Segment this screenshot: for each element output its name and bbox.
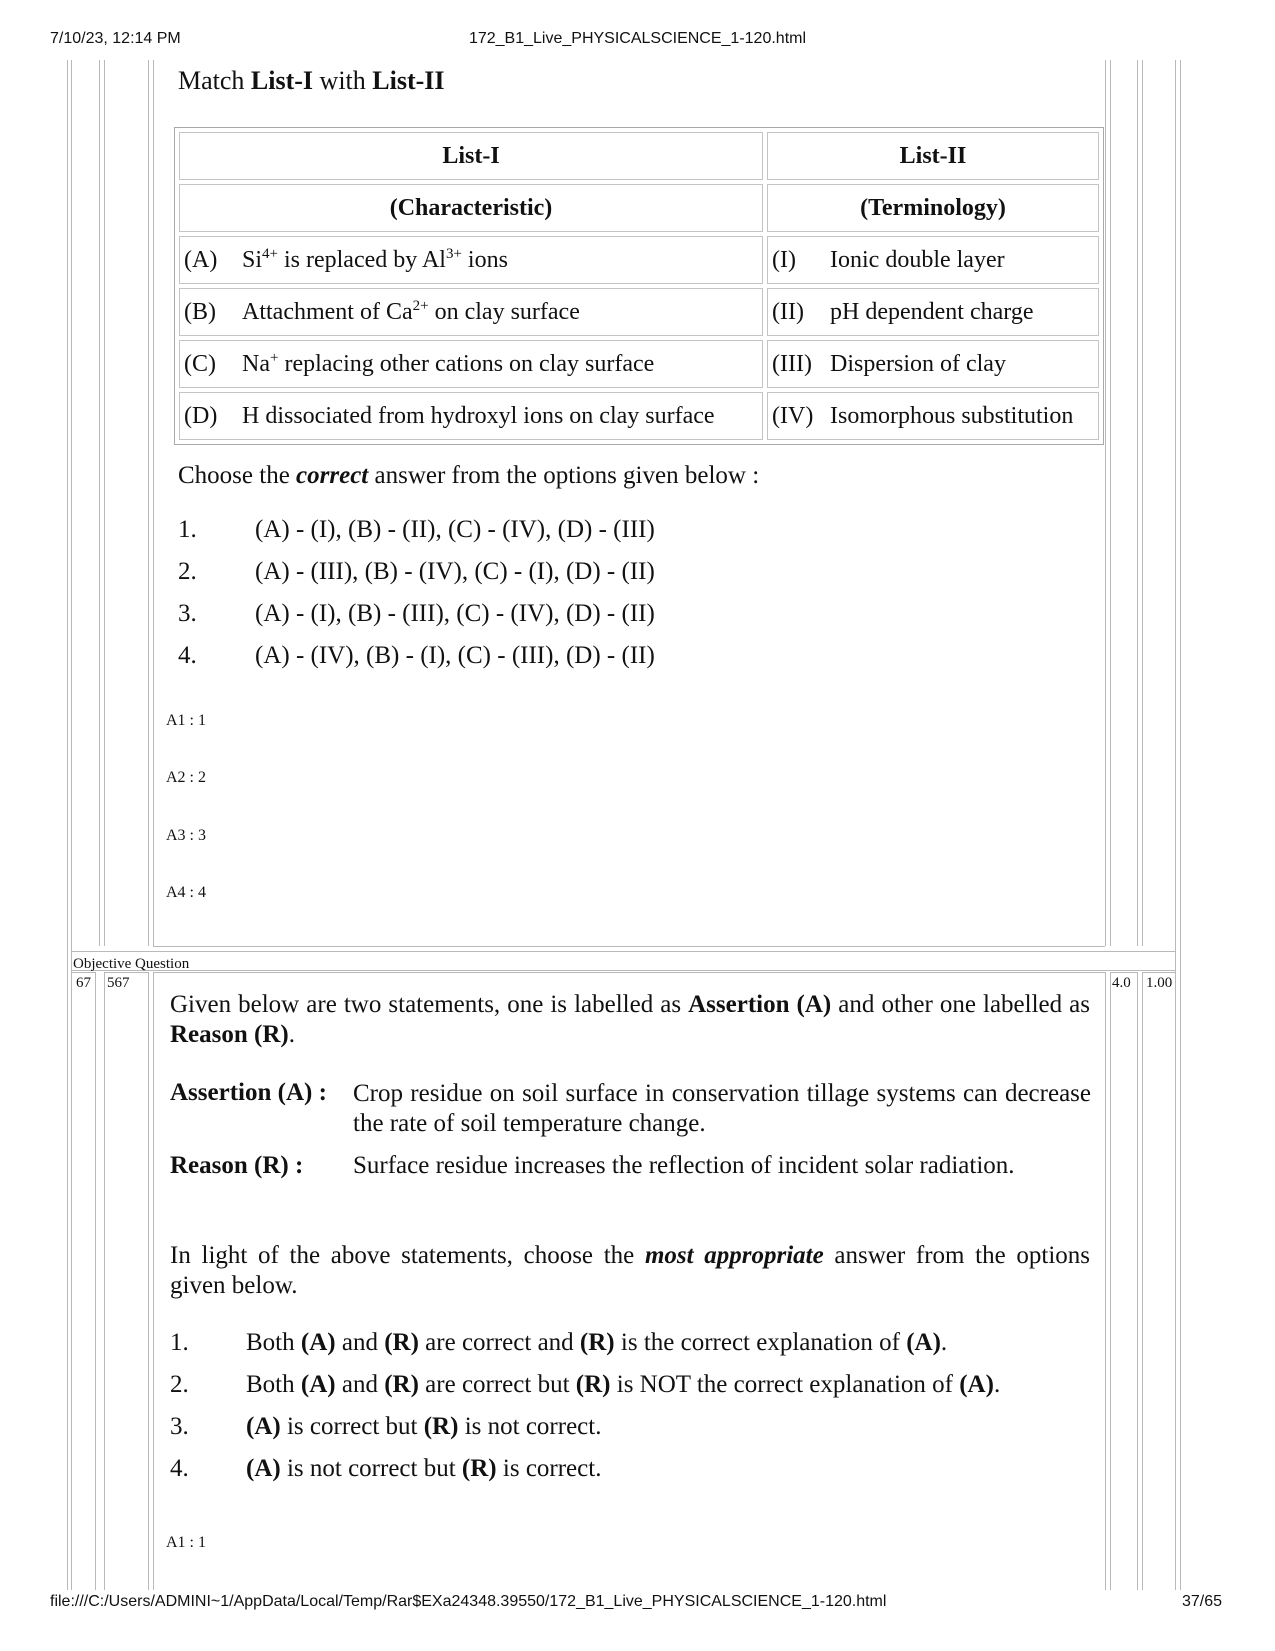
- table-row: [179, 392, 1099, 440]
- list2-cell: (III) Dispersion of clay: [767, 340, 1099, 388]
- options-list: 1. Both (A) and (R) are correct and (R) is the correct explanation of (A). 2. Both (A) and (R) are correct but (R) is NOT the correct explanation of (A). 3. (A) is correct but (R) is not correct. 4. (A) is not correct but (R) is correct.: [170, 1329, 1001, 1482]
- answer-label: A4 : 4: [166, 884, 206, 901]
- question-intro: Given below are two statements, one is labelled as Assertion (A) and other one labelled as Reason (R).: [170, 991, 1091, 1048]
- list2-cell: (I) Ionic double layer: [767, 236, 1099, 284]
- print-datetime: 7/10/23, 12:14 PM: [50, 30, 181, 47]
- print-page-number: 37/65: [1181, 1593, 1222, 1610]
- question-type-label: Objective Question: [73, 956, 190, 972]
- list1-header: List-I: [179, 132, 763, 180]
- reason-text: Surface residue increases the reflection of incident solar radiation.: [353, 1152, 1015, 1179]
- list2-header: List-II: [767, 132, 1099, 180]
- print-title: 172_B1_Live_PHYSICALSCIENCE_1-120.html: [468, 30, 807, 47]
- print-footer: [0, 1593, 1275, 1615]
- answer-label: A1 : 1: [166, 712, 206, 729]
- question-serial: 67: [76, 975, 91, 991]
- question-negative-marks: 1.00: [1146, 975, 1173, 991]
- list2-cell: (II) pH dependent charge: [767, 288, 1099, 336]
- answer-label: A2 : 2: [166, 769, 206, 786]
- table-row: [179, 288, 1099, 336]
- print-file-path: file:///C:/Users/ADMINI~1/AppData/Local/Temp/Rar$EXa24348.39550/172_B1_Live_PHYSICALSCIENCE_1-120.html: [50, 1593, 887, 1610]
- list1-cell: (B) Attachment of $Ca^{2+}$ on clay surface: [179, 288, 763, 336]
- table-row: [179, 236, 1099, 284]
- match-table: [174, 127, 1104, 445]
- question-marks: 4.0: [1112, 975, 1131, 991]
- list1-cell: (C) Na+ replacing other cations on clay surface: [179, 340, 763, 388]
- assertion-text: Crop residue on soil surface in conservation tillage systems can decrease the rate of soil temperature change.: [353, 1080, 1091, 1137]
- question-intro: Match List-I with List-II: [178, 66, 445, 95]
- list1-cell: (A) $Si^{4+}$ is replaced by $Al^{3+}$ ions: [179, 236, 763, 284]
- instruction-text: In light of the above statements, choose the most appropriate answer from the options given below.: [170, 1242, 1090, 1299]
- assertion-label: Assertion (A) :: [170, 1079, 327, 1106]
- reason-label: Reason (R) :: [170, 1152, 304, 1179]
- answer-label: A1 : 1: [166, 1534, 206, 1551]
- answer-label: A3 : 3: [166, 827, 206, 844]
- print-header: [0, 30, 1275, 52]
- table-row: [179, 340, 1099, 388]
- list2-cell: (IV) Isomorphous substitution: [767, 392, 1099, 440]
- question-id: 567: [107, 975, 130, 991]
- list2-subheader: (Terminology): [767, 184, 1099, 232]
- list1-cell: (D) H dissociated from hydroxyl ions on clay surface: [179, 392, 763, 440]
- list1-subheader: (Characteristic): [179, 184, 763, 232]
- choose-instruction: Choose the correct answer from the options given below :: [178, 462, 760, 489]
